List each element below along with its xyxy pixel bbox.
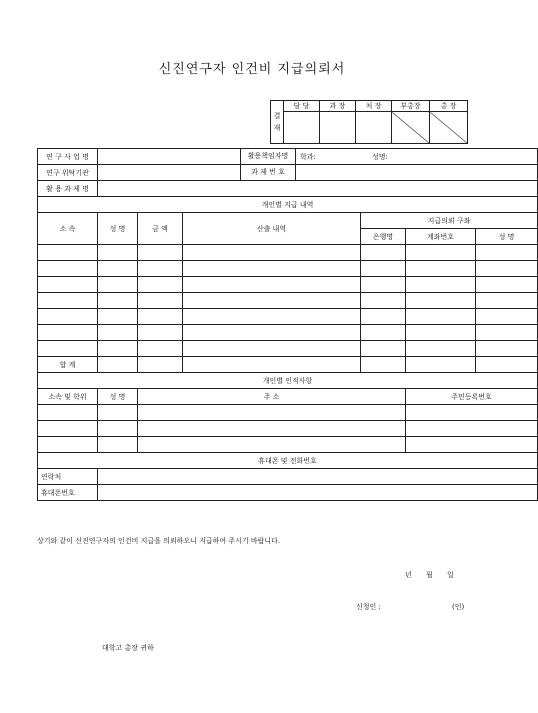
payment-cell[interactable] [38, 309, 98, 325]
payment-cell[interactable] [98, 309, 138, 325]
approval-sign-director[interactable] [356, 112, 392, 144]
payment-row [38, 245, 538, 261]
payment-cell[interactable] [406, 293, 476, 309]
payment-cell[interactable] [98, 293, 138, 309]
payment-col-request: 지급의뢰 구좌 [361, 213, 538, 229]
payment-cell[interactable] [98, 341, 138, 357]
personal-col-affil-grade: 소속 및 학위 [38, 389, 98, 405]
personal-cell[interactable] [406, 421, 538, 437]
personal-cell[interactable] [138, 437, 406, 453]
label-project-no: 과 제 번 호 [241, 165, 296, 180]
payment-cell[interactable] [406, 309, 476, 325]
approval-sign-section-chief[interactable] [320, 112, 356, 144]
approval-sign-staff[interactable] [284, 112, 320, 144]
personal-cell[interactable] [98, 405, 138, 421]
personal-cell[interactable] [38, 421, 98, 437]
payment-cell[interactable] [406, 325, 476, 341]
label-project-name: 연 구 사 업 명 [38, 149, 98, 165]
payment-cell[interactable] [406, 277, 476, 293]
personal-cell[interactable] [406, 405, 538, 421]
payment-cell[interactable] [98, 277, 138, 293]
payment-col-name: 성 명 [98, 213, 138, 245]
personal-cell[interactable] [98, 421, 138, 437]
payment-total-cell[interactable] [183, 357, 361, 373]
payment-col-amount: 금 액 [138, 213, 183, 245]
approval-sign-vice-president [392, 112, 430, 144]
personal-col-id: 주민등록번호 [406, 389, 538, 405]
label-lead-researcher: 활용책임자명 [241, 149, 296, 164]
payment-cell[interactable] [361, 245, 406, 261]
personal-section-title: 개인별 인적사항 [38, 373, 538, 389]
approval-role-section-chief: 과 장 [320, 101, 356, 112]
payment-col-bank: 은행명 [361, 229, 406, 245]
applicant-label: 신청인 : [356, 603, 381, 611]
field-project-name[interactable] [98, 149, 241, 165]
payment-cell[interactable] [38, 277, 98, 293]
payment-cell[interactable] [138, 245, 183, 261]
approval-role-vice-president: 부총장 [392, 101, 430, 112]
main-form-table [37, 148, 538, 501]
personal-cell[interactable] [406, 437, 538, 453]
payment-col-holder: 성 명 [476, 229, 538, 245]
payment-cell[interactable] [361, 309, 406, 325]
payment-col-account: 계좌번호 [406, 229, 476, 245]
payment-cell[interactable] [98, 325, 138, 341]
payment-cell[interactable] [183, 261, 361, 277]
personal-col-address: 주 소 [138, 389, 406, 405]
payment-cell[interactable] [183, 325, 361, 341]
payment-cell[interactable] [183, 245, 361, 261]
payment-cell[interactable] [406, 245, 476, 261]
payment-cell[interactable] [183, 277, 361, 293]
payment-cell[interactable] [361, 277, 406, 293]
payment-cell[interactable] [183, 293, 361, 309]
label-agency: 연구 위탁기관 [38, 165, 98, 181]
payment-cell[interactable] [476, 309, 538, 325]
field-usage-name[interactable] [98, 181, 538, 197]
phone-section-title: 휴대폰 및 전화번호 [38, 453, 538, 469]
payment-cell[interactable] [361, 261, 406, 277]
addressee-text: 대학고 총장 귀하 [102, 644, 154, 652]
payment-cell[interactable] [361, 293, 406, 309]
payment-cell[interactable] [138, 325, 183, 341]
payment-cell[interactable] [406, 261, 476, 277]
personal-cell[interactable] [138, 405, 406, 421]
field-agency[interactable] [98, 165, 241, 181]
personal-col-name: 성 명 [98, 389, 138, 405]
approval-sign-president [430, 112, 468, 144]
field-project-no[interactable] [296, 165, 537, 180]
payment-cell[interactable] [476, 277, 538, 293]
payment-total-cell[interactable] [98, 357, 138, 373]
payment-cell[interactable] [138, 261, 183, 277]
payment-total-label: 합 계 [38, 357, 98, 373]
personal-row [38, 437, 538, 453]
payment-cell[interactable] [183, 341, 361, 357]
field-mobile[interactable] [98, 485, 538, 501]
seal-mark: (인) [452, 603, 465, 611]
payment-cell[interactable] [98, 261, 138, 277]
approval-role-director: 처 장 [356, 101, 392, 112]
lead-researcher-cell [241, 149, 538, 165]
payment-cell[interactable] [406, 341, 476, 357]
payment-row [38, 341, 538, 357]
payment-cell[interactable] [38, 245, 98, 261]
payment-cell[interactable] [361, 341, 406, 357]
payment-row [38, 261, 538, 277]
approval-side-label: 결 재 [271, 101, 284, 144]
payment-cell[interactable] [138, 277, 183, 293]
payment-cell[interactable] [138, 341, 183, 357]
personal-row [38, 421, 538, 437]
personal-cell[interactable] [138, 421, 406, 437]
payment-cell[interactable] [361, 325, 406, 341]
payment-cell[interactable] [138, 309, 183, 325]
page-title: 신진연구자 인건비 지급의뢰서 [158, 62, 346, 77]
approval-role-president: 총 장 [430, 101, 468, 112]
payment-cell[interactable] [476, 325, 538, 341]
approval-table [270, 100, 468, 144]
payment-row [38, 325, 538, 341]
statement-text: 상기와 같이 신진연구자의 인건비 지급을 의뢰하오니 지급하여 주시기 바랍니다. [37, 537, 281, 545]
payment-section-title: 개인별 지급 내역 [38, 197, 538, 213]
label-usage-name: 활 용 과 제 명 [38, 181, 98, 197]
field-contact[interactable] [98, 469, 538, 485]
label-mobile: 휴대폰번호 [38, 485, 98, 501]
payment-cell[interactable] [476, 261, 538, 277]
personal-cell[interactable] [98, 437, 138, 453]
payment-cell[interactable] [183, 309, 361, 325]
payment-row [38, 293, 538, 309]
payment-cell[interactable] [476, 245, 538, 261]
date-line: 년 월 일 [405, 571, 454, 579]
project-no-cell [241, 165, 538, 181]
personal-row [38, 405, 538, 421]
personal-cell[interactable] [38, 405, 98, 421]
payment-cell[interactable] [38, 325, 98, 341]
payment-col-calc: 산출 내역 [183, 213, 361, 245]
payment-cell[interactable] [38, 293, 98, 309]
payment-row [38, 277, 538, 293]
payment-cell[interactable] [38, 261, 98, 277]
payment-total-cell[interactable] [406, 357, 476, 373]
personal-cell[interactable] [38, 437, 98, 453]
payment-col-affil: 소 속 [38, 213, 98, 245]
payment-row [38, 309, 538, 325]
payment-total-cell[interactable] [361, 357, 406, 373]
payment-total-cell[interactable] [476, 357, 538, 373]
label-contact: 연락처 [38, 469, 98, 485]
payment-total-cell[interactable] [138, 357, 183, 373]
payment-cell[interactable] [138, 293, 183, 309]
payment-cell[interactable] [98, 245, 138, 261]
approval-role-staff: 담 당 [284, 101, 320, 112]
payment-cell[interactable] [476, 293, 538, 309]
label-dept: 학과: [300, 152, 316, 161]
payment-cell[interactable] [476, 341, 538, 357]
payment-cell[interactable] [38, 341, 98, 357]
label-name: 성명: [372, 152, 388, 161]
